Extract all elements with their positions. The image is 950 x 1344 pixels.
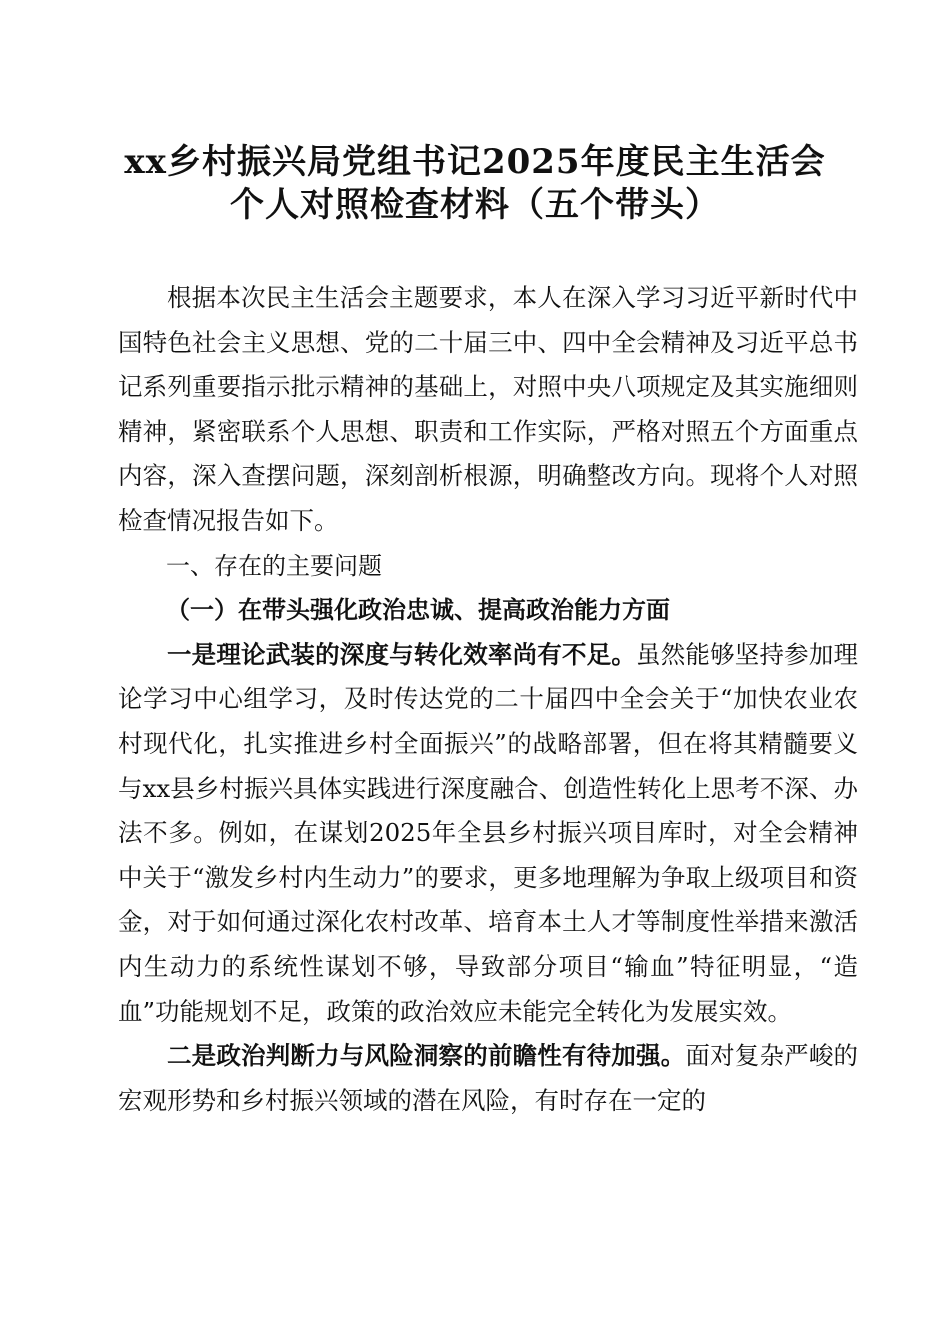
document-title-line-2: 个人对照检查材料（五个带头） [230, 185, 720, 225]
intro-paragraph: 根据本次民主生活会主题要求，本人在深入学习习近平新时代中国特色社会主义思想、党的二十届三中、四中全会精神及习近平总书记系列重要指示批示精神的基础上，对照中央八项规定及其实施细则精神，紧密联系个人思想、职责和工作实际，严格对照五个方面重点内容，深入查摆问题，深刻剖析根源，明确整改方向。现将个人对照检查情况报告如下。 [118, 283, 858, 535]
point-2-body: 面对复杂严峻的宏观形势和乡村振兴领域的潜在风险，有时存在一定的 [118, 1041, 859, 1115]
point-1-lead: 一是理论武装的深度与转化效率尚有不足。 [167, 639, 637, 669]
point-1-body: 虽然能够坚持参加理论学习中心组学习，及时传达党的二十届四中全会关于“加快农业农村现代化，扎实推进乡村全面振兴”的战略部署，但在将其精髓要义与xx县乡村振兴具体实践进行深度融合、创造性转化上思考不深、办法不多。例如，在谋划2025年全县乡村振兴项目库时，对全会精神中关于“激发乡村内生动力”的要求，更多地理解为争取上级项目和资金，对于如何通过深化农村改革、培育本土人才等制度性举措来激活内生动力的系统性谋划不够，导致部分项目“输血”特征明显，“造血”功能规划不足，政策的政治效应未能完全转化为发展实效。 [118, 639, 859, 1026]
document-body [118, 276, 858, 1123]
document-title-line-1: xx乡村振兴局党组书记2025年度民主生活会 [124, 142, 826, 182]
subsection-heading-political-loyalty: （一）在带头强化政治忠诚、提高政治能力方面 [166, 595, 670, 625]
point-2-lead: 二是政治判断力与风险洞察的前瞻性有待加强。 [167, 1041, 686, 1071]
point-2-paragraph [118, 1034, 858, 1123]
section-heading-problems: 一、存在的主要问题 [166, 551, 382, 580]
point-1-paragraph [118, 633, 858, 1034]
